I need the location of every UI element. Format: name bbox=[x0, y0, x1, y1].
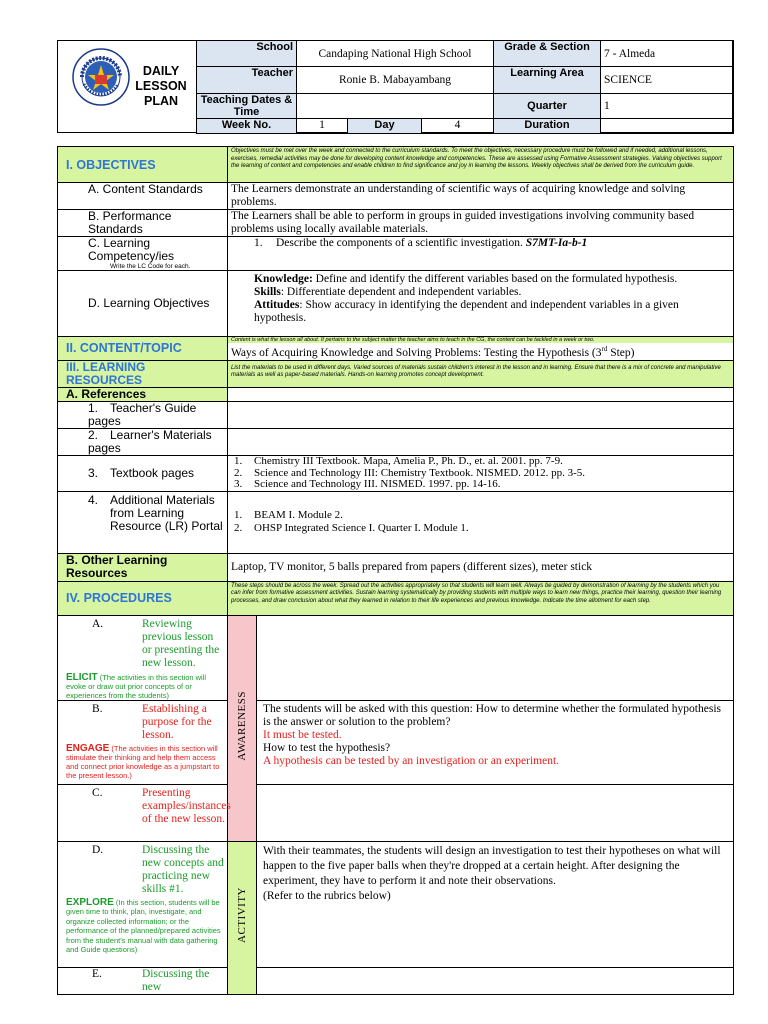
procedure-d-content: With their teammates, the students will design an investigation to test their hypotheses on what will happen to the five paper balls when they're dropped at a certain height. After designing the experiment, they have to perform it and note their observations. (Refer to the rubrics below) bbox=[257, 841, 734, 967]
textbook-label: 3. Textbook pages bbox=[58, 455, 228, 491]
procedure-c-content bbox=[257, 784, 734, 841]
day-value: 4 bbox=[422, 119, 494, 134]
content-standards-label: A. Content Standards bbox=[58, 183, 228, 210]
elicit-note: ELICIT (The activities in this section will evoke or draw out prior concepts of or experiences from the students) bbox=[66, 671, 207, 700]
explore-note: EXPLORE (In this section, students will be given time to think, plan, investigate, and organize collected information; or the performance of the planned/prepared activities from the student's manual with data gathering and Guide questions) bbox=[66, 896, 221, 955]
content-heading: II. CONTENT/TOPIC bbox=[66, 341, 182, 356]
competency-sub: Write the LC Code for each. bbox=[110, 263, 191, 270]
list-item: 2. OHSP Integrated Science I. Quarter I. Module 1. bbox=[234, 522, 469, 535]
duration-value bbox=[601, 119, 734, 134]
list-item: 3. Science and Technology III. NISMED. 1997. pp. 14-16. bbox=[234, 478, 501, 491]
objectives-row bbox=[58, 147, 734, 183]
procedure-e-label: Discussing the new bbox=[142, 967, 210, 993]
learning-area-value: SCIENCE bbox=[601, 67, 734, 94]
lr-portal-label: 4. Additional Materials from Learning Resource (LR) Portal bbox=[58, 491, 228, 553]
attitudes-objective: Attitudes: Show accuracy in identifying the dependent and independent variables in a given hypothesis. bbox=[254, 299, 679, 324]
other-resources-label: B. Other Learning Resources bbox=[58, 553, 228, 581]
knowledge-objective: Knowledge: Define and identify the different variables based on the formulated hypothesis. bbox=[254, 273, 678, 285]
procedure-b-content: The students will be asked with this question: How to determine whether the formulated hypothesis is the answer or solution to the problem? It must be tested. How to test the hypothesis? A hypothesis can be tested by an investigation or an experiment. bbox=[257, 700, 734, 784]
content-note: Content is what the lesson all about. It pertains to the subject matter the teacher aims to teach in the CG, the content can be tackled in a week or two. bbox=[228, 337, 733, 343]
learning-area-label: Learning Area bbox=[494, 67, 601, 94]
procedure-a-row: A. Reviewing previous lesson or presenting the new lesson. ELICIT (The activities in this section will evoke or draw out prior concepts of or experiences from the students) AWARENESS bbox=[58, 615, 734, 700]
teacher-value: Ronie B. Mabayambang bbox=[297, 67, 494, 94]
competency-label: C. Learning Competency/ies bbox=[88, 236, 175, 263]
competency-code: S7MT-Ia-b-1 bbox=[525, 237, 588, 249]
header-table bbox=[196, 40, 734, 134]
learning-objectives-label: D. Learning Objectives bbox=[58, 271, 228, 337]
learners-materials-value bbox=[228, 428, 734, 455]
list-item: 2. Science and Technology III: Chemistry Textbook. NISMED. 2012. pp. 3-5. bbox=[234, 466, 586, 479]
awareness-band: AWARENESS bbox=[228, 615, 257, 841]
resources-heading: III. LEARNING RESOURCES bbox=[58, 360, 228, 387]
lr-portal-list bbox=[228, 491, 734, 553]
grade-label: Grade & Section bbox=[494, 41, 601, 67]
list-item: 1. Chemistry III Textbook. Mapa, Amelia P., Ph. D., et. al. 2001. pp. 7-9. bbox=[234, 455, 563, 468]
lesson-table: I. OBJECTIVES Objectives must be met over the week and connected to the curriculum standards. To meet the objectives, necessary procedure must be followed and if needed, additional lessons, exercises, remedial activities may be done for developing content knowledge and competencies. These are assessed using Formative Assessment strategies. Valuing objectives support the learning of content and competencies and enable children to find significance and joy in learning the lessons. Weekly objectives shall be derived from the curriculum guide. A. Content Standards The Learners demonstrate an understanding of scientific ways of acquiring knowledge and solving problems. B. Performance Standards The Learners shall be able to perform in groups in guided investigations involving community based problems using locally available materials. C. Learning Competency/ies Write the LC Code for each. 1. Describe the components of a scientific investigation. S7MT-Ia-b-1 D. Learning Objectives Knowledge: Define and identify the different variables based on the formulated hypothesis. Skills: Differentiate dependent and independent variables. Attitudes: Show accuracy in identifying the dependent and independent variables in a given hypothesis. II. CONTENT/TOPIC Content is what the lesson all about. It pertains to the subject matter the teacher aims to teach in the CG, the content can be tackled in a week or two. Ways of Acquiring Knowledge and Solving Problems: Testing the Hypothesis (3rd Step) III. LEARNING RESOURCES List the materials to be used in different days. Varied sources of materials sustain children's interest in the lesson and in learning. Ensure that there is a mix of concrete and manipulative materials as well as paper-based materials. Hands-on learning promotes concept development. A. References 1. Teacher's Guide pages 2. Learner's Materials pages 3. Textbook pages 1. Chemistry III Textbook. Mapa, Amelia P., Ph. D., et. al. 2001. pp. 7-9. 2. Science and Technology III: Chemistry Textbook. NISMED. 2012. pp. 3-5. 3. Science and Technology III. NISMED. 1997. pp. 14-16. 4. Additional Materials from Learning Resource (LR) Portal 1. BEAM I. Module 2. 2. OHSP Integrated Science I. Quarter I. Module 1. B. Other Learning Resources Laptop, TV monitor, 5 balls prepared from papers (different sizes), meter stick IV. PROCEDURES These steps should be across the week. Spread out the activities appropriately so that students will learn well. Always be guided by demonstration of learning by the students which you can infer from formative assessment activities. Sustain learning systematically by providing students with multiple ways to learn new things, practice their learning, question their learning processes, and draw conclusion about what they learned in relation to their life experiences and previous knowledge. Indicate the time allotment for each step. A. Reviewing previous lesson or presenting the new lesson. ELICIT (The activities in this section will evoke or draw out prior concepts of or experiences from the students) AWARENESS B. Establishing a purpose for the lesson. ENGAGE (The activities in this section will stimulate their thinking and help them access and connect prior knowledge as a jumpstart to the present lesson.) The students will be asked with this question: How to determine whether the formulated hypothesis is the answer or solution to the problem? It must be tested. How to test the hypothesis? A hypothesis can be tested by an investigation or an experiment. C. Presenting examples/instances of the new lesson. D. Discussing the new concepts and practicing new skills #1. EXPLORE (In this section, students will be given time to think, plan, investigate, and organize collected information; or the performance of the planned/prepared activities from the student's manual with data gathering and Guide questions) ACTIVITY With their teammates, the students will design an investigation to test their hypotheses on what will happen to the five paper balls when they're dropped at a certain height. After designing the experiment, they have to perform it and note their observations. (Refer to the rubrics below) E. Discussing the new bbox=[57, 146, 734, 995]
procedure-e-content bbox=[257, 967, 734, 994]
week-label: Week No. bbox=[197, 119, 297, 134]
day-label: Day bbox=[348, 119, 422, 134]
content-topic: Ways of Acquiring Knowledge and Solving Problems: Testing the Hypothesis (3rd Step) bbox=[231, 345, 635, 359]
teachers-guide-value bbox=[228, 401, 734, 428]
teachers-guide-label: 1. Teacher's Guide pages bbox=[58, 401, 228, 428]
list-item: 1. BEAM I. Module 2. bbox=[234, 509, 343, 522]
textbook-list bbox=[228, 455, 734, 491]
skills-objective: Skills: Differentiate dependent and independent variables. bbox=[254, 286, 522, 298]
school-label: School bbox=[197, 41, 297, 67]
performance-standards-value: The Learners shall be able to perform in groups in guided investigations involving community based problems using locally available materials. bbox=[228, 210, 734, 237]
procedure-e-row: E. Discussing the new bbox=[58, 967, 734, 994]
grade-value: 7 - Almeda bbox=[601, 41, 734, 67]
quarter-value: 1 bbox=[601, 94, 734, 119]
procedure-c-row: C. Presenting examples/instances of the new lesson. bbox=[58, 784, 734, 841]
activity-band: ACTIVITY bbox=[228, 841, 257, 994]
duration-label: Duration bbox=[494, 119, 601, 134]
performance-standards-label: B. Performance Standards bbox=[58, 210, 228, 237]
engage-note: ENGAGE (The activities in this section will stimulate their thinking and help them access and connect prior knowledge as a jumpstart to the present lesson.) bbox=[66, 742, 220, 780]
other-resources-value: Laptop, TV monitor, 5 balls prepared from papers (different sizes), meter stick bbox=[228, 553, 734, 581]
procedure-c-label: Presenting examples/instances of the new lesson. bbox=[142, 786, 231, 825]
procedure-b-label: Establishing a purpose for the lesson. bbox=[142, 702, 212, 741]
deped-seal-icon bbox=[72, 48, 130, 106]
quarter-label: Quarter bbox=[494, 94, 601, 119]
procedures-heading: IV. PROCEDURES bbox=[66, 591, 172, 606]
resources-note: List the materials to be used in different days. Varied sources of materials sustain children's interest in the lesson and in learning. Ensure that there is a mix of concrete and manipulative materials as well as paper-based materials. Hands-on learning promotes concept development. bbox=[228, 360, 734, 387]
procedures-note: These steps should be across the week. Spread out the activities appropriately so that students will learn well. Always be guided by demonstration of learning by the students which you can infer from formative assessment activities. Sustain learning systematically by providing students with multiple ways to learn new things, practice their learning, question their learning processes, and draw conclusion about what they learned in relation to their life experiences and previous knowledge. Indicate the time allotment for each step. bbox=[228, 581, 734, 615]
week-value: 1 bbox=[297, 119, 348, 134]
dates-label: Teaching Dates & Time bbox=[197, 94, 297, 119]
objectives-note: Objectives must be met over the week and connected to the curriculum standards. To meet the objectives, necessary procedure must be followed and if needed, additional lessons, exercises, remedial activities may be done for developing content knowledge and competencies. These are assessed using Formative Assessment strategies. Valuing objectives support the learning of content and competencies and enable children to find significance and joy in learning the lessons. Weekly objectives shall be derived from the curriculum guide. bbox=[228, 147, 734, 183]
procedure-b-row: B. Establishing a purpose for the lesson. ENGAGE (The activities in this section will stimulate their thinking and help them access and connect prior knowledge as a jumpstart to the present lesson.) The students will be asked with this question: How to determine whether the formulated hypothesis is the answer or solution to the problem? It must be tested. How to test the hypothesis? A hypothesis can be tested by an investigation or an experiment. bbox=[58, 700, 734, 784]
school-value: Candaping National High School bbox=[297, 41, 494, 67]
objectives-heading: I. OBJECTIVES bbox=[66, 157, 156, 172]
procedure-d-label: Discussing the new concepts and practicing new skills #1. bbox=[142, 843, 224, 895]
teacher-label: Teacher bbox=[197, 67, 297, 94]
procedure-a-content bbox=[257, 615, 734, 700]
references-label: A. References bbox=[58, 387, 228, 401]
content-standards-value: The Learners demonstrate an understanding of scientific ways of acquiring knowledge and solving problems. bbox=[228, 183, 734, 210]
dates-value bbox=[297, 94, 494, 119]
page-title: DAILY LESSON PLAN bbox=[135, 64, 187, 108]
learners-materials-label: 2. Learner's Materials pages bbox=[58, 428, 228, 455]
competency-value: Describe the components of a scientific investigation. bbox=[276, 237, 523, 249]
procedure-d-row: D. Discussing the new concepts and practicing new skills #1. EXPLORE (In this section, students will be given time to think, plan, investigate, and organize collected information; or the performance of the planned/prepared activities from the student's manual with data gathering and Guide questions) ACTIVITY With their teammates, the students will design an investigation to test their hypotheses on what will happen to the five paper balls when they're dropped at a certain height. After designing the experiment, they have to perform it and note their observations. (Refer to the rubrics below) bbox=[58, 841, 734, 967]
procedure-a-label: Reviewing previous lesson or presenting the new lesson. bbox=[142, 617, 220, 669]
